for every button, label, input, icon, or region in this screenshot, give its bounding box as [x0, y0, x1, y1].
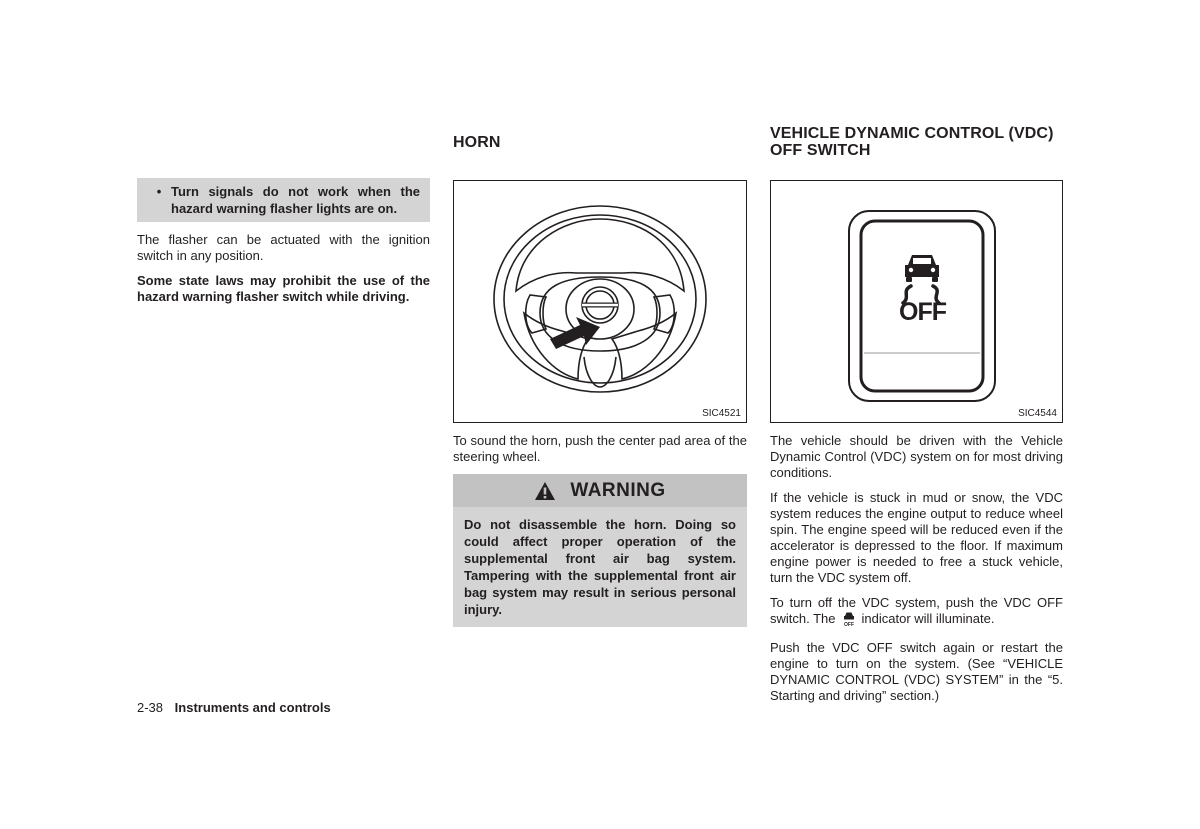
steering-wheel-illustration: [454, 181, 746, 422]
note-box: [137, 178, 430, 222]
vdc-paragraph-3-end: indicator will illuminate.: [861, 611, 995, 626]
note-text: Turn signals do not work when the hazard warning flasher lights are on.: [171, 184, 420, 216]
warning-title: WARNING: [570, 479, 666, 501]
switch-off-text: OFF: [899, 298, 946, 326]
warning-text: Do not disassemble the horn. Doing so could affect proper operation of the supplemental front air bag system. Tampering with the supplemental front air bag system may result in serious personal injury.: [464, 517, 736, 617]
vdc-heading: [770, 125, 1063, 159]
horn-column: [453, 134, 747, 627]
vdc-heading-line2: OFF SWITCH: [770, 142, 871, 159]
vdc-paragraph-2: If the vehicle is stuck in mud or snow, the VDC system reduces the engine output to reduce wheel spin. The engine speed will be reduced even if the accelerator is depressed to the floor. If maximum engine power is needed to free a stuck vehicle, turn the VDC system off.: [770, 490, 1063, 585]
flasher-paragraph: The flasher can be actuated with the ignition switch in any position.: [137, 232, 430, 263]
figure-label: SIC4521: [702, 408, 741, 419]
warning-icon: [534, 481, 556, 501]
warning-header: [453, 474, 747, 507]
bullet: •: [156, 184, 162, 199]
warning-box: [453, 474, 747, 627]
vdc-column: [770, 125, 1063, 704]
page-number: 2-38: [137, 700, 164, 715]
vdc-paragraph-3-start: To turn off the VDC system, push the VDC OFF switch. The: [770, 595, 1063, 626]
state-laws-paragraph: Some state laws may prohibit the use of the hazard warning flasher switch while driving.: [137, 273, 430, 304]
vdc-heading-line1: VEHICLE DYNAMIC CONTROL (VDC): [770, 125, 1054, 142]
page-footer: [137, 700, 331, 715]
vdc-paragraph-3: [770, 595, 1063, 631]
indicator-off-label: OFF: [843, 622, 854, 627]
horn-paragraph: To sound the horn, push the center pad area of the steering wheel.: [453, 433, 747, 464]
steering-wheel-figure: [453, 180, 747, 423]
horn-heading: HORN: [453, 134, 501, 151]
vdc-paragraph-1: The vehicle should be driven with the Vehicle Dynamic Control (VDC) system on for most driving conditions.: [770, 433, 1063, 480]
left-column: [137, 178, 430, 305]
figure-label: SIC4544: [1018, 408, 1057, 419]
section-title: Instruments and controls: [174, 700, 331, 715]
vdc-off-indicator-icon: [842, 611, 856, 631]
vdc-switch-figure: [770, 180, 1063, 423]
vdc-paragraph-4: Push the VDC OFF switch again or restart the engine to turn on the system. (See “VEHICLE DYNAMIC CONTROL (VDC) SYSTEM” in the “5. Starting and driving” section.): [770, 640, 1063, 703]
